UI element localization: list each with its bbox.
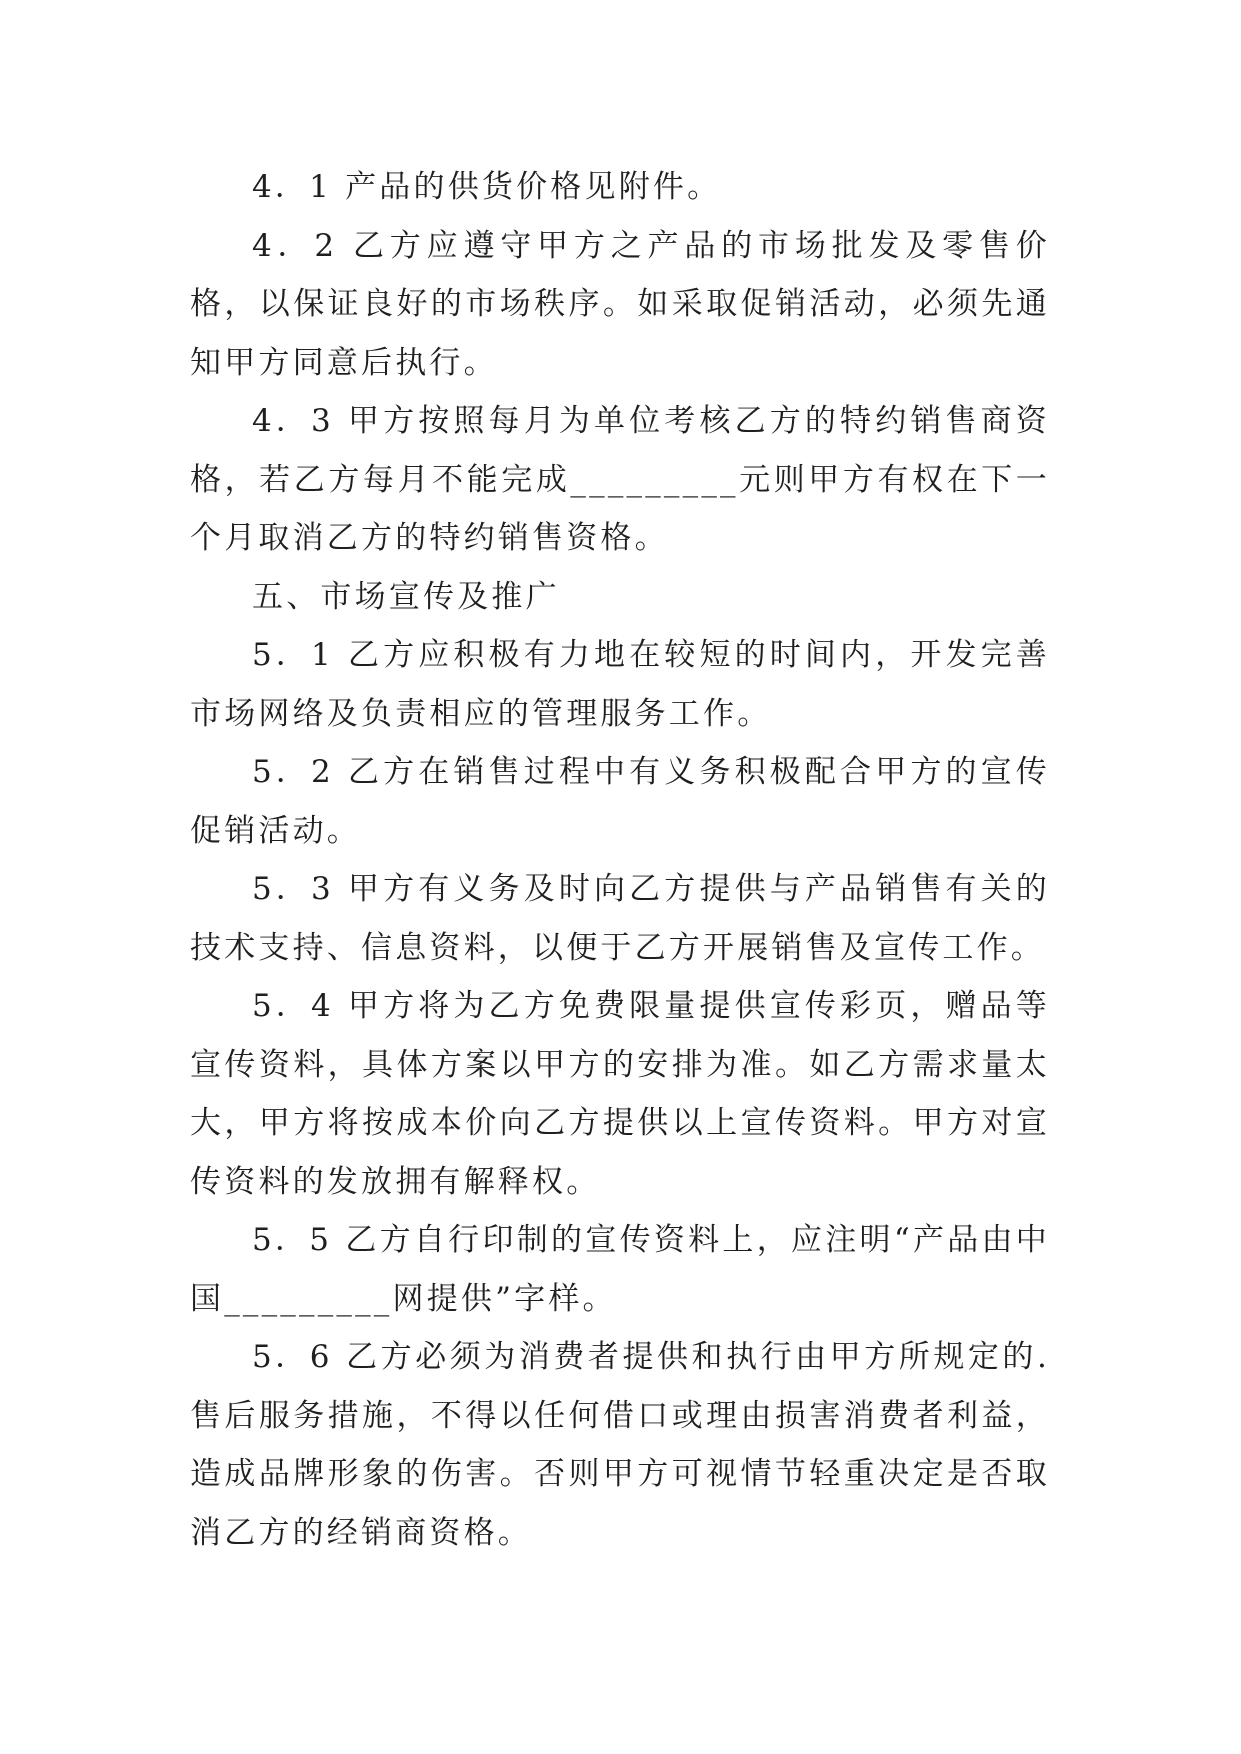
clause-4-2: 4．2 乙方应遵守甲方之产品的市场批发及零售价格，以保证良好的市场秩序。如采取促销活动，必须先通知甲方同意后执行。	[190, 227, 1050, 381]
clause-5-5: 5．5 乙方自行印制的宣传资料上，应注明“产品由中国_________网提供”字样。	[190, 1222, 1050, 1317]
document-body	[190, 158, 1050, 1562]
clause-4-1: 4．1 产品的供货价格见附件。	[252, 169, 722, 205]
section-5-heading: 五、市场宣传及推广	[252, 578, 560, 615]
clause-5-1: 5．1 乙方应积极有力地在较短的时间内，开发完善市场网络及负责相应的管理服务工作。	[190, 637, 1050, 732]
clause-4-3: 4．3 甲方按照每月为单位考核乙方的特约销售商资格，若乙方每月不能完成_________元则甲方有权在下一个月取消乙方的特约销售资格。	[190, 403, 1050, 556]
clause-5-2: 5．2 乙方在销售过程中有义务积极配合甲方的宣传促销活动。	[190, 754, 1050, 849]
clause-5-4: 5．4 甲方将为乙方免费限量提供宣传彩页，赠品等宣传资料，具体方案以甲方的安排为准。如乙方需求量太大，甲方将按成本价向乙方提供以上宣传资料。甲方对宣传资料的发放拥有解释权。	[190, 988, 1050, 1200]
clause-5-3: 5．3 甲方有义务及时向乙方提供与产品销售有关的技术支持、信息资料，以便于乙方开展销售及宣传工作。	[190, 871, 1050, 966]
clause-5-6: 5．6 乙方必须为消费者提供和执行由甲方所规定的.售后服务措施，不得以任何借口或理由损害消费者利益，造成品牌形象的伤害。否则甲方可视情节轻重决定是否取消乙方的经销商资格。	[190, 1339, 1050, 1551]
